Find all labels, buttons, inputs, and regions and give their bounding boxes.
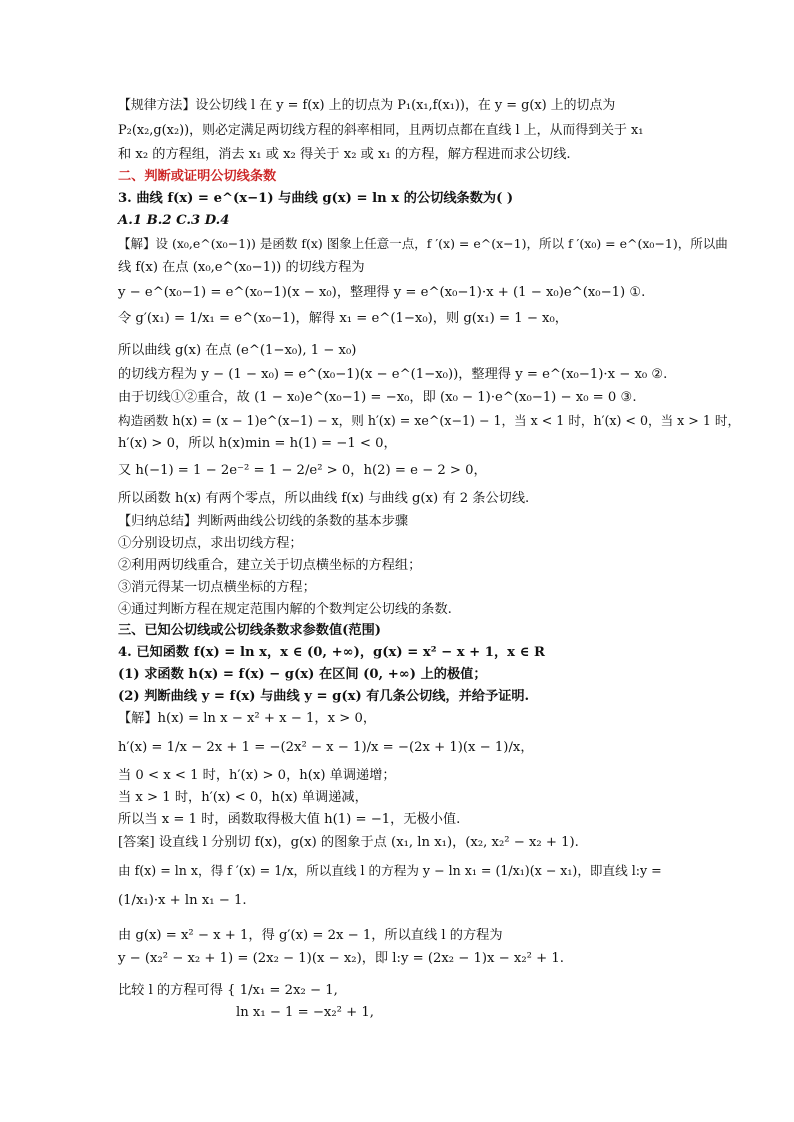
- equation-line: 令 g′(x₁) = 1/x₁ = e^(x₀−1)，解得 x₁ = e^(1−x₀)，则 g(x₁) = 1 − x₀，: [118, 311, 568, 326]
- answer-options: A.1 B.2 C.3 D.4: [118, 213, 230, 228]
- sub-question-1: (1) 求函数 h(x) = f(x) − g(x) 在区间 (0, +∞) 上的极值；: [118, 667, 487, 682]
- text-line: h′(x) > 0，所以 h(x)min = h(1) = −1 < 0，: [118, 436, 397, 451]
- text-line: 构造函数 h(x) = (x − 1)e^(x−1) − x，则 h′(x) = xe^(x−1) − 1，当 x < 1 时，h′(x) < 0，当 x > 1 时，: [118, 413, 741, 428]
- equation-line: 的切线方程为 y − (1 − x₀) = e^(x₀−1)(x − e^(1−x₀))，整理得 y = e^(x₀−1)·x − x₀ ②.: [118, 367, 668, 382]
- text-line: 【归纳总结】判断两曲线公切线的条数的基本步骤: [118, 514, 409, 529]
- equation-line: (1/x₁)·x + ln x₁ − 1.: [118, 893, 247, 908]
- sub-question-2: (2) 判断曲线 y = f(x) 与曲线 y = g(x) 有几条公切线，并给予证明.: [118, 689, 530, 704]
- text-line: 所以函数 h(x) 有两个零点，所以曲线 f(x) 与曲线 g(x) 有 2 条公切线.: [118, 491, 530, 506]
- text-line: 所以曲线 g(x) 在点 (e^(1−x₀), 1 − x₀): [118, 343, 357, 358]
- text-line: 和 x₂ 的方程组，消去 x₁ 或 x₂ 得关于 x₂ 或 x₁ 的方程，解方程进而求公切线.: [118, 147, 571, 162]
- text-line: 【解】h(x) = ln x − x² + x − 1，x > 0，: [118, 711, 377, 726]
- question-4: 4. 已知函数 f(x) = ln x，x ∈ (0, +∞)，g(x) = x² − x + 1，x ∈ R: [118, 645, 545, 660]
- text-line: 【规律方法】设公切线 l 在 y = f(x) 上的切点为 P₁(x₁,f(x₁))，在 y = g(x) 上的切点为: [118, 98, 616, 113]
- list-item: ②利用两切线重合，建立关于切点横坐标的方程组；: [118, 558, 422, 573]
- equation-system-line: 比较 l 的方程可得 { 1/x₁ = 2x₂ − 1,: [118, 983, 338, 998]
- text-line: 当 0 < x < 1 时，h′(x) > 0，h(x) 单调递增；: [118, 768, 396, 783]
- equation-line: y − (x₂² − x₂ + 1) = (2x₂ − 1)(x − x₂)，即 l:y = (2x₂ − 1)x − x₂² + 1.: [118, 951, 564, 966]
- question-3: 3. 曲线 f(x) = e^(x−1) 与曲线 g(x) = ln x 的公切线条数为( ): [118, 191, 514, 206]
- equation-line: h′(x) = 1/x − 2x + 1 = −(2x² − x − 1)/x = −(2x + 1)(x − 1)/x，: [118, 740, 534, 755]
- list-item: ④通过判断方程在规定范围内解的个数判定公切线的条数.: [118, 602, 452, 617]
- text-line: 所以当 x = 1 时，函数取得极大值 h(1) = −1，无极小值.: [118, 812, 461, 827]
- section-heading: 三、已知公切线或公切线条数求参数值(范围): [118, 623, 382, 638]
- list-item: ①分别设切点，求出切线方程；: [118, 536, 303, 551]
- text-line: 线 f(x) 在点 (x₀,e^(x₀−1)) 的切线方程为: [118, 260, 365, 275]
- section-heading: 二、判断或证明公切线条数: [118, 169, 277, 184]
- equation-line: 又 h(−1) = 1 − 2e⁻² = 1 − 2/e² > 0，h(2) = e − 2 > 0，: [118, 463, 487, 478]
- text-line: 【解】设 (x₀,e^(x₀−1)) 是函数 f(x) 图象上任意一点，f ′(x) = e^(x−1)，所以 f ′(x₀) = e^(x₀−1)，所以曲: [118, 236, 728, 251]
- text-line: 由 g(x) = x² − x + 1，得 g′(x) = 2x − 1，所以直线 l 的方程为: [118, 928, 503, 943]
- text-line: [答案] 设直线 l 分别切 f(x)，g(x) 的图象于点 (x₁, ln x₁)，(x₂, x₂² − x₂ + 1).: [118, 835, 579, 850]
- equation-system-line: ln x₁ − 1 = −x₂² + 1,: [236, 1005, 374, 1020]
- equation-line: 由于切线①②重合，故 (1 − x₀)e^(x₀−1) = −x₀，即 (x₀ − 1)·e^(x₀−1) − x₀ = 0 ③.: [118, 390, 637, 405]
- list-item: ③消元得某一切点横坐标的方程；: [118, 580, 316, 595]
- equation-line: 由 f(x) = ln x，得 f ′(x) = 1/x，所以直线 l 的方程为 y − ln x₁ = (1/x₁)(x − x₁)，即直线 l:y =: [118, 863, 662, 878]
- text-line: 当 x > 1 时，h′(x) < 0，h(x) 单调递减，: [118, 790, 368, 805]
- equation-line: y − e^(x₀−1) = e^(x₀−1)(x − x₀)，整理得 y = e^(x₀−1)·x + (1 − x₀)e^(x₀−1) ①.: [118, 285, 646, 300]
- text-line: P₂(x₂,g(x₂))，则必定满足两切线方程的斜率相同，且两切点都在直线 l 上，从而得到关于 x₁: [118, 123, 644, 138]
